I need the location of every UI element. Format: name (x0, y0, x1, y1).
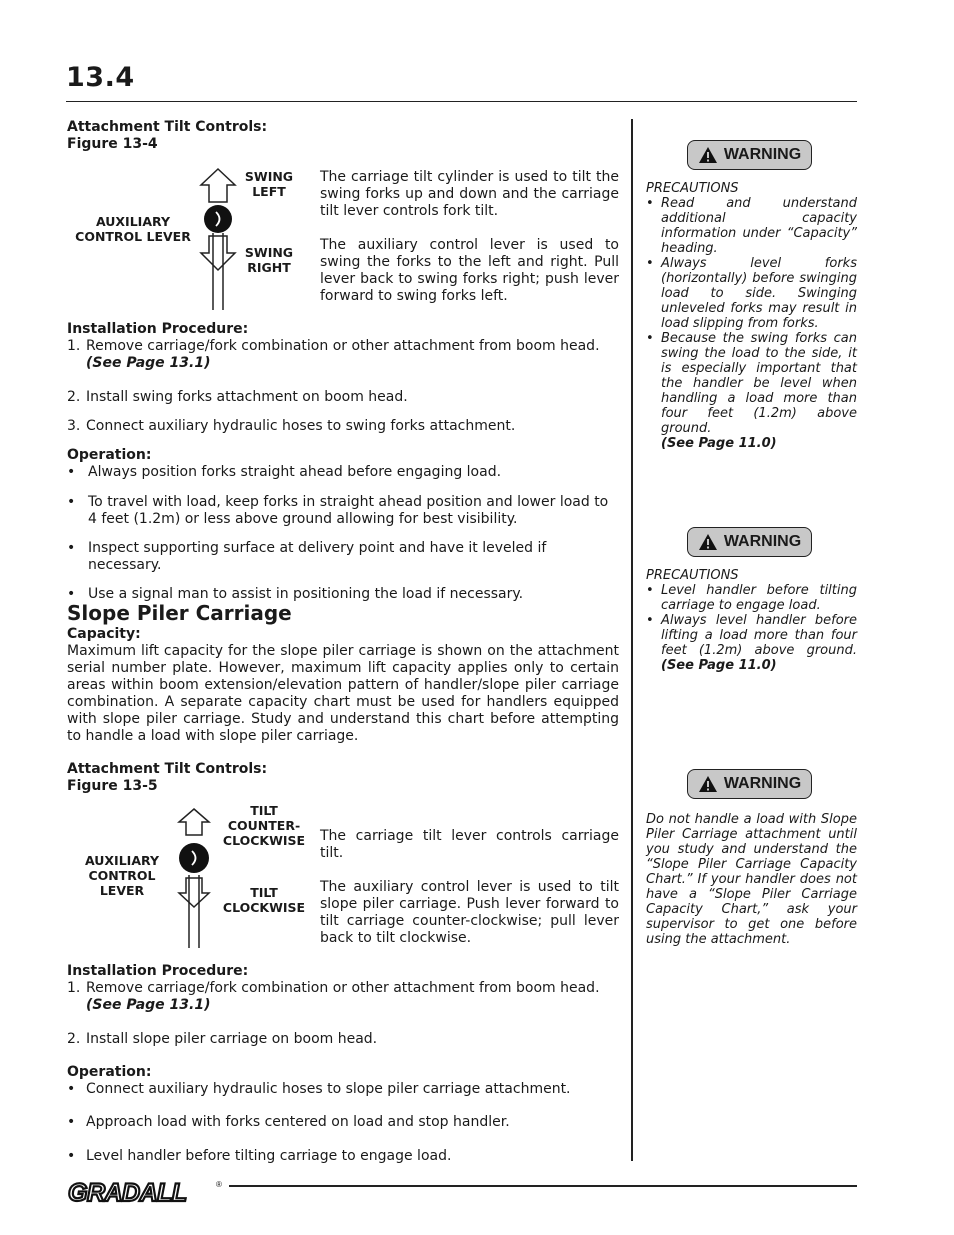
capacity-block: Capacity: Maximum lift capacity for the slope piler carriage is shown on the attachment serial number plate. However, maximum lift capacity applies only to certain areas within boom extension/elevation pattern of handler/slope piler carriage combination. A separate capacity chart must be used for handlers equipped with slope piler carriage. Study and understand this chart before attempting to handle a load with slope piler carriage. (67, 626, 619, 744)
arrow-down-icon (201, 236, 235, 270)
warning-badge: WARNING (687, 769, 812, 799)
section2-installation: Installation Procedure: 1. Remove carriage/fork combination or other attachment from boom head. (See Page 13.1) 2. Install slope piler carriage on boom head. (67, 963, 619, 1048)
install-step: 1. Remove carriage/fork combination or other attachment from boom head. (See Page 13.1) (67, 338, 600, 371)
warning-triangle-icon (698, 533, 718, 551)
aux-control-lever-label: AUXILIARY CONTROL LEVER (84, 853, 159, 898)
section1-installation: Installation Procedure: 1. Remove carriage/fork combination or other attachment from boom head. (See Page 13.1) 2. Install swing forks attachment on boom head. 3. Connect auxiliary hydraulic hoses to swing forks attachment. (67, 321, 619, 435)
warning-item: • Always level forks (horizontally) before swinging load to side. Swinging unleveled forks may result in load slipping from forks. (646, 256, 857, 331)
warning-badge: WARNING (687, 527, 812, 557)
install-step: 3. Connect auxiliary hydraulic hoses to swing forks attachment. (67, 418, 516, 434)
gradall-logo-icon (66, 1178, 226, 1206)
lever-knob-icon (179, 843, 209, 873)
tilt-clockwise-label: TILT CLOCKWISE (222, 885, 306, 915)
lever-diagram-icon (174, 806, 218, 950)
operation-item: • Inspect supporting surface at delivery point and have it leveled if necessary. (67, 540, 547, 573)
operation-item: • Level handler before tilting carriage to engage load. (67, 1148, 452, 1164)
arrow-up-icon (179, 809, 209, 835)
warning-item: • Always level handler before lifting a load more than four feet (1.2m) above ground. (See Page 11.0) (646, 613, 857, 673)
operation-item: • Connect auxiliary hydraulic hoses to slope piler carriage attachment. (67, 1081, 571, 1097)
tilt-counter-clockwise-label: TILT COUNTER- CLOCKWISE (222, 803, 306, 848)
warning-item: • Level handler before tilting carriage to engage load. (646, 583, 857, 613)
warning-1-text: PRECAUTIONS • Read and understand additional capacity information under “Capacity” heading. • Always level forks (horizontally) before swinging load to side. Swinging unleveled forks may result in load slipping from forks. • Because the swing forks can swing the load to the side, it is especially important that the handler be level when handling a load more than four feet (1.2m) above ground. (See Page 11.0) (646, 181, 857, 451)
install-step: 1. Remove carriage/fork combination or other attachment from boom head. (See Page 13.1) (67, 980, 600, 1013)
figure-13-5-lever (174, 806, 218, 950)
logo-registered-mark: ® (216, 1180, 222, 1189)
page-number: 13.4 (66, 62, 135, 93)
arrow-down-icon (179, 878, 209, 907)
operation-item: • Use a signal man to assist in positioning the load if necessary. (67, 586, 524, 602)
warning-triangle-icon (698, 775, 718, 793)
lever-knob-icon (204, 205, 232, 233)
operation-item: • Approach load with forks centered on load and stop handler. (67, 1114, 510, 1130)
install-step: 2. Install slope piler carriage on boom head. (67, 1031, 378, 1047)
warning-item: • Read and understand additional capacity information under “Capacity” heading. (646, 196, 857, 256)
operation-item: • Always position forks straight ahead before engaging load. (67, 464, 502, 480)
warning-triangle-icon (698, 146, 718, 164)
aux-control-lever-label: AUXILIARY CONTROL LEVER (75, 214, 191, 244)
header-rule (66, 101, 857, 102)
install-step: 2. Install swing forks attachment on boom head. (67, 389, 408, 405)
figure-13-4-description: The carriage tilt cylinder is used to tilt the swing forks up and down and the carriage tilt lever controls fork tilt. The auxiliary control lever is used to swing the forks to the left and right. Pull lever back to swing forks right; push lever forward to swing forks left. (320, 169, 619, 304)
section-title: Slope Piler Carriage (67, 601, 292, 625)
warning-3-text: Do not handle a load with Slope Piler Carriage attachment until you study and understand the “Slope Piler Carriage Capacity Chart.” If your handler does not have a “Slope Piler Carriage Capacity Chart,” ask your supervisor to get one before using the attachment. (646, 812, 857, 947)
section2-operation: Operation: • Connect auxiliary hydraulic hoses to slope piler carriage attachment. • Approach load with forks centered on load and stop handler. • Level handler before tilting carriage to engage load. (67, 1064, 619, 1165)
operation-item: • To travel with load, keep forks in straight ahead position and lower load to 4 feet (1.2m) or less above ground allowing for best visibility. (67, 494, 609, 527)
swing-left-label: SWING LEFT (244, 169, 294, 199)
column-divider (631, 119, 633, 1161)
warning-2-text: PRECAUTIONS • Level handler before tilting carriage to engage load. • Always level handler before lifting a load more than four feet (1.2m) above ground. (See Page 11.0) (646, 568, 857, 673)
section2-heading: Attachment Tilt Controls: Figure 13-5 (67, 761, 268, 794)
arrow-up-icon (201, 169, 235, 202)
warning-item: • Because the swing forks can swing the load to the side, it is especially important that the handler be level when handling a load more than four feet (1.2m) above ground. (See Page 11.0) (646, 331, 857, 451)
logo-text: GRADALL (68, 1179, 187, 1206)
gradall-logo (66, 1178, 226, 1210)
section1-heading: Attachment Tilt Controls: Figure 13-4 (67, 119, 268, 152)
warning-badge: WARNING (687, 140, 812, 170)
section1-operation: Operation: • Always position forks straight ahead before engaging load. • To travel with load, keep forks in straight ahead position and lower load to 4 feet (1.2m) or less above ground allowing for best visibility. • Inspect supporting surface at delivery point and have it leveled if necessary. • Use a signal man to assist in positioning the load if necessary. (67, 447, 619, 603)
footer-rule (229, 1185, 857, 1187)
swing-right-label: SWING RIGHT (244, 245, 294, 275)
figure-13-5-description: The carriage tilt lever controls carriage tilt. The auxiliary control lever is used to tilt slope piler carriage. Push lever forward to tilt carriage counter-clockwise; pull lever back to tilt clockwise. (320, 828, 619, 946)
